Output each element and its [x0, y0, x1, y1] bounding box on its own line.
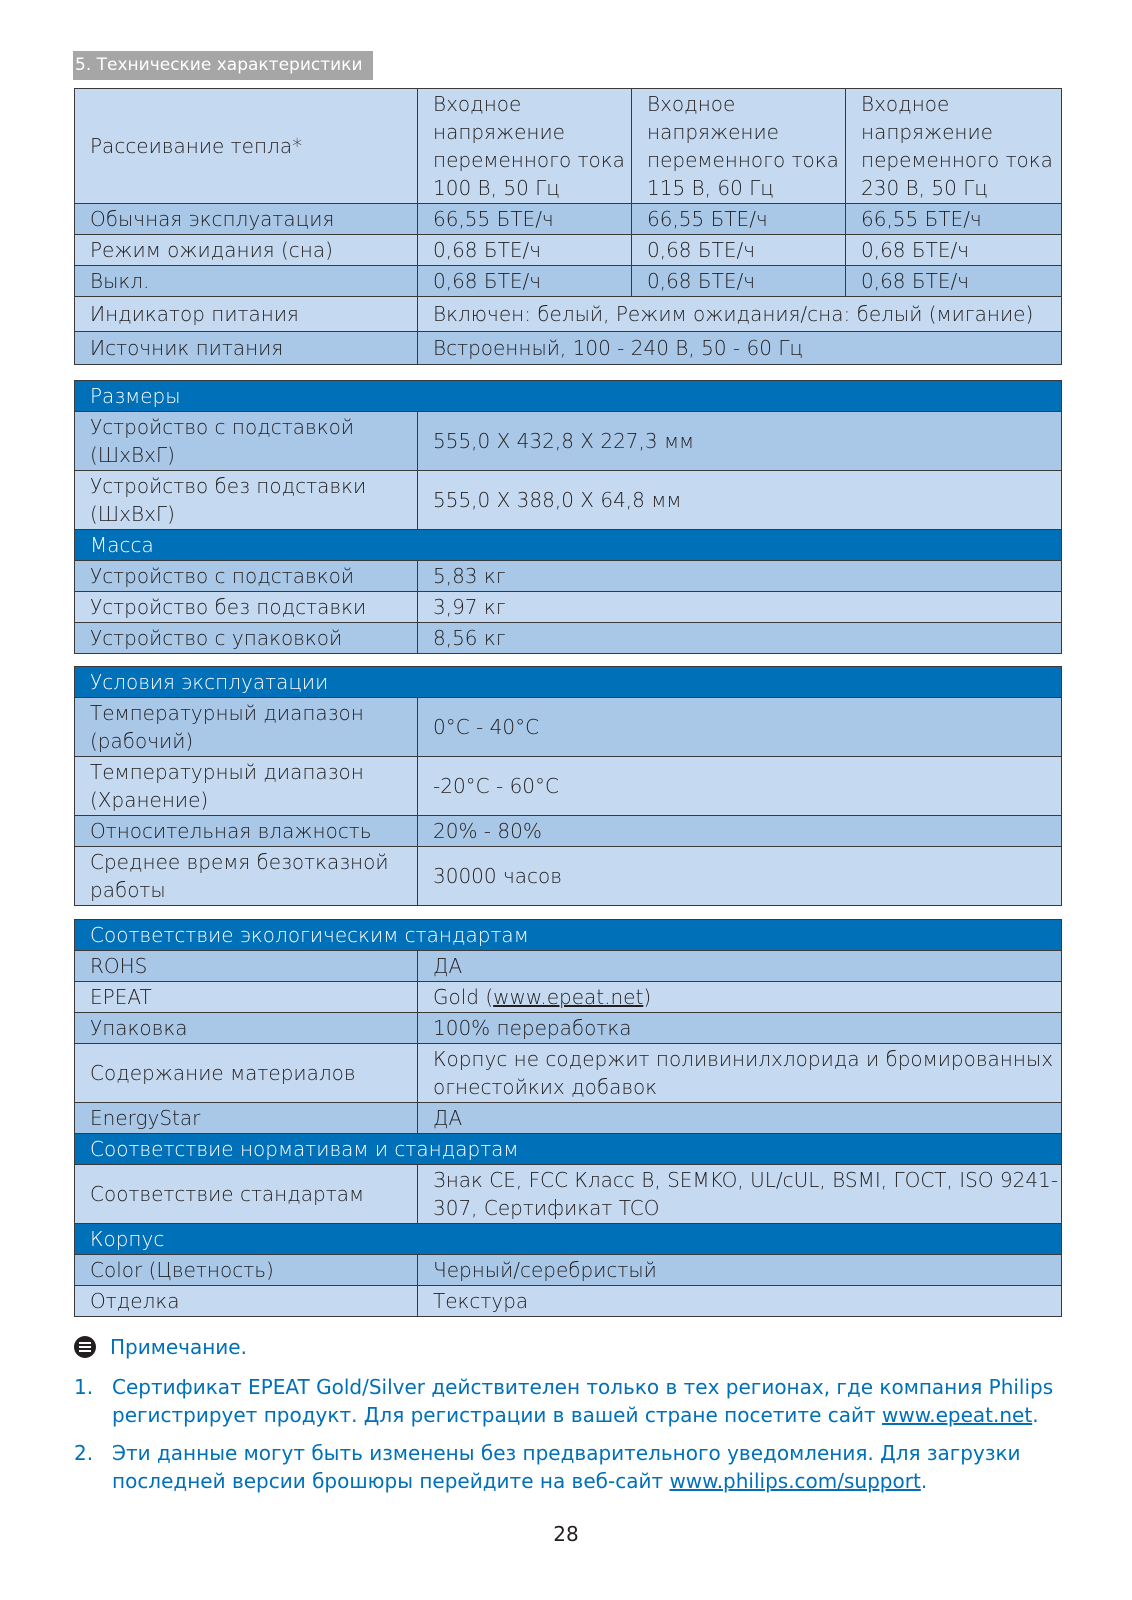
row-value: Включен: белый, Режим ожидания/сна: белый (мигание) — [418, 297, 1062, 332]
table-row — [75, 471, 1062, 530]
table-row — [75, 332, 1062, 365]
table-row — [75, 757, 1062, 816]
table-row — [75, 1255, 1062, 1286]
row-label: EnergyStar — [75, 1103, 418, 1134]
row-label: Температурный диапазон (Хранение) — [75, 757, 418, 816]
table-row — [75, 951, 1062, 982]
section-header — [75, 530, 1062, 561]
row-value: Корпус не содержит поливинилхлорида и бромированных огнестойких добавок — [418, 1044, 1062, 1103]
row-value: 20% - 80% — [418, 816, 1062, 847]
table-row — [75, 1103, 1062, 1134]
table-row — [75, 412, 1062, 471]
row-label: Содержание материалов — [75, 1044, 418, 1103]
row-label: Отделка — [75, 1286, 418, 1317]
table-row — [75, 1286, 1062, 1317]
note-item — [74, 1373, 1064, 1429]
row-label: Источник питания — [75, 332, 418, 365]
row-label: Температурный диапазон (рабочий) — [75, 698, 418, 757]
row-value: 5,83 кг — [418, 561, 1062, 592]
heat-column-230v: Входное напряжение переменного тока 230 В, 50 Гц — [846, 89, 1062, 204]
epeat-link[interactable]: www.epeat.net — [493, 985, 644, 1009]
note-title: Примечание. — [110, 1335, 247, 1359]
row-label: Соответствие стандартам — [75, 1165, 418, 1224]
note-text — [112, 1373, 1064, 1429]
section-header — [75, 667, 1062, 698]
heat-column-115v: Входное напряжение переменного тока 115 В, 60 Гц — [632, 89, 846, 204]
row-label: Относительная влажность — [75, 816, 418, 847]
note-heading — [74, 1333, 1064, 1361]
row-value: 0,68 БТЕ/ч — [418, 235, 632, 266]
section-title: Размеры — [75, 381, 1062, 412]
row-label: Режим ожидания (сна) — [75, 235, 418, 266]
heat-dissipation-table — [74, 88, 1062, 365]
row-value: ДА — [418, 1103, 1062, 1134]
row-label: ROHS — [75, 951, 418, 982]
section-tab: 5. Технические характеристики — [73, 51, 373, 80]
row-value: 0,68 БТЕ/ч — [632, 235, 846, 266]
epeat-prefix: Gold ( — [433, 985, 494, 1009]
compliance-table — [74, 919, 1062, 1317]
row-value: 0,68 БТЕ/ч — [632, 266, 846, 297]
epeat-url-link[interactable]: www.epeat.net — [882, 1403, 1033, 1427]
section-header — [75, 1224, 1062, 1255]
row-value: 555,0 X 432,8 X 227,3 мм — [418, 412, 1062, 471]
row-label: Устройство без подставки — [75, 592, 418, 623]
row-label: Color (Цветность) — [75, 1255, 418, 1286]
operating-conditions-table — [74, 666, 1062, 906]
note-body: Сертификат EPEAT Gold/Silver действителен только в тех регионах, где компания Philips регистрирует продукт. Для регистрации в вашей стране посетите сайт — [112, 1375, 1054, 1427]
note-body: Эти данные могут быть изменены без предварительного уведомления. Для загрузки последней версии брошюры перейдите на веб-сайт — [112, 1441, 1021, 1493]
note-number: 2. — [74, 1441, 94, 1465]
row-value: 30000 часов — [418, 847, 1062, 906]
row-value — [418, 982, 1062, 1013]
note-end: . — [920, 1469, 928, 1493]
table-row — [75, 698, 1062, 757]
row-value: 0,68 БТЕ/ч — [846, 266, 1062, 297]
row-value: 66,55 БТЕ/ч — [418, 204, 632, 235]
section-title: Соответствие экологическим стандартам — [75, 920, 1062, 951]
section-header — [75, 1134, 1062, 1165]
row-value: 66,55 БТЕ/ч — [632, 204, 846, 235]
philips-support-link[interactable]: www.philips.com/support — [669, 1469, 921, 1493]
row-label: Обычная эксплуатация — [75, 204, 418, 235]
table-row — [75, 847, 1062, 906]
table-row — [75, 235, 1062, 266]
row-value: Встроенный, 100 - 240 В, 50 - 60 Гц — [418, 332, 1062, 365]
note-item — [74, 1439, 1064, 1495]
row-value: Знак CE, FCC Класс B, SEMKO, UL/cUL, BSMI, ГОСТ, ISO 9241-307, Сертификат TCO — [418, 1165, 1062, 1224]
row-label: Устройство с упаковкой — [75, 623, 418, 654]
section-header — [75, 920, 1062, 951]
row-value: 0,68 БТЕ/ч — [846, 235, 1062, 266]
section-title: Условия эксплуатации — [75, 667, 1062, 698]
section-title: Корпус — [75, 1224, 1062, 1255]
section-title: Масса — [75, 530, 1062, 561]
table-row — [75, 204, 1062, 235]
row-value: 3,97 кг — [418, 592, 1062, 623]
row-label: Выкл. — [75, 266, 418, 297]
note-text — [112, 1439, 1064, 1495]
row-value: 0,68 БТЕ/ч — [418, 266, 632, 297]
heat-label: Рассеивание тепла* — [75, 89, 418, 204]
note-icon — [74, 1336, 96, 1358]
note-number: 1. — [74, 1375, 94, 1399]
row-value: Текстура — [418, 1286, 1062, 1317]
row-value: 555,0 X 388,0 X 64,8 мм — [418, 471, 1062, 530]
page-number: 28 — [553, 1522, 579, 1546]
row-label: Индикатор питания — [75, 297, 418, 332]
note-end: . — [1032, 1403, 1039, 1427]
table-row — [75, 592, 1062, 623]
table-row — [75, 266, 1062, 297]
row-value: -20°C - 60°C — [418, 757, 1062, 816]
table-row — [75, 1165, 1062, 1224]
row-value: 100% переработка — [418, 1013, 1062, 1044]
table-row — [75, 561, 1062, 592]
row-label: Устройство без подставки (ШxВxГ) — [75, 471, 418, 530]
note-list — [74, 1373, 1064, 1495]
table-row — [75, 1013, 1062, 1044]
row-value: Черный/серебристый — [418, 1255, 1062, 1286]
row-label: Устройство с подставкой — [75, 561, 418, 592]
heat-column-100v: Входное напряжение переменного тока 100 В, 50 Гц — [418, 89, 632, 204]
section-header — [75, 381, 1062, 412]
row-value: 8,56 кг — [418, 623, 1062, 654]
row-value: ДА — [418, 951, 1062, 982]
row-value: 0°C - 40°C — [418, 698, 1062, 757]
table-row — [75, 1044, 1062, 1103]
section-title: Соответствие нормативам и стандартам — [75, 1134, 1062, 1165]
row-label: Среднее время безотказной работы — [75, 847, 418, 906]
table-row — [75, 623, 1062, 654]
row-label: EPEAT — [75, 982, 418, 1013]
epeat-suffix: ) — [643, 985, 652, 1009]
table-row — [75, 816, 1062, 847]
heat-header-row — [75, 89, 1062, 204]
table-row — [75, 982, 1062, 1013]
table-row — [75, 297, 1062, 332]
dimensions-table — [74, 380, 1062, 654]
row-label: Устройство с подставкой (ШxВxГ) — [75, 412, 418, 471]
row-value: 66,55 БТЕ/ч — [846, 204, 1062, 235]
row-label: Упаковка — [75, 1013, 418, 1044]
